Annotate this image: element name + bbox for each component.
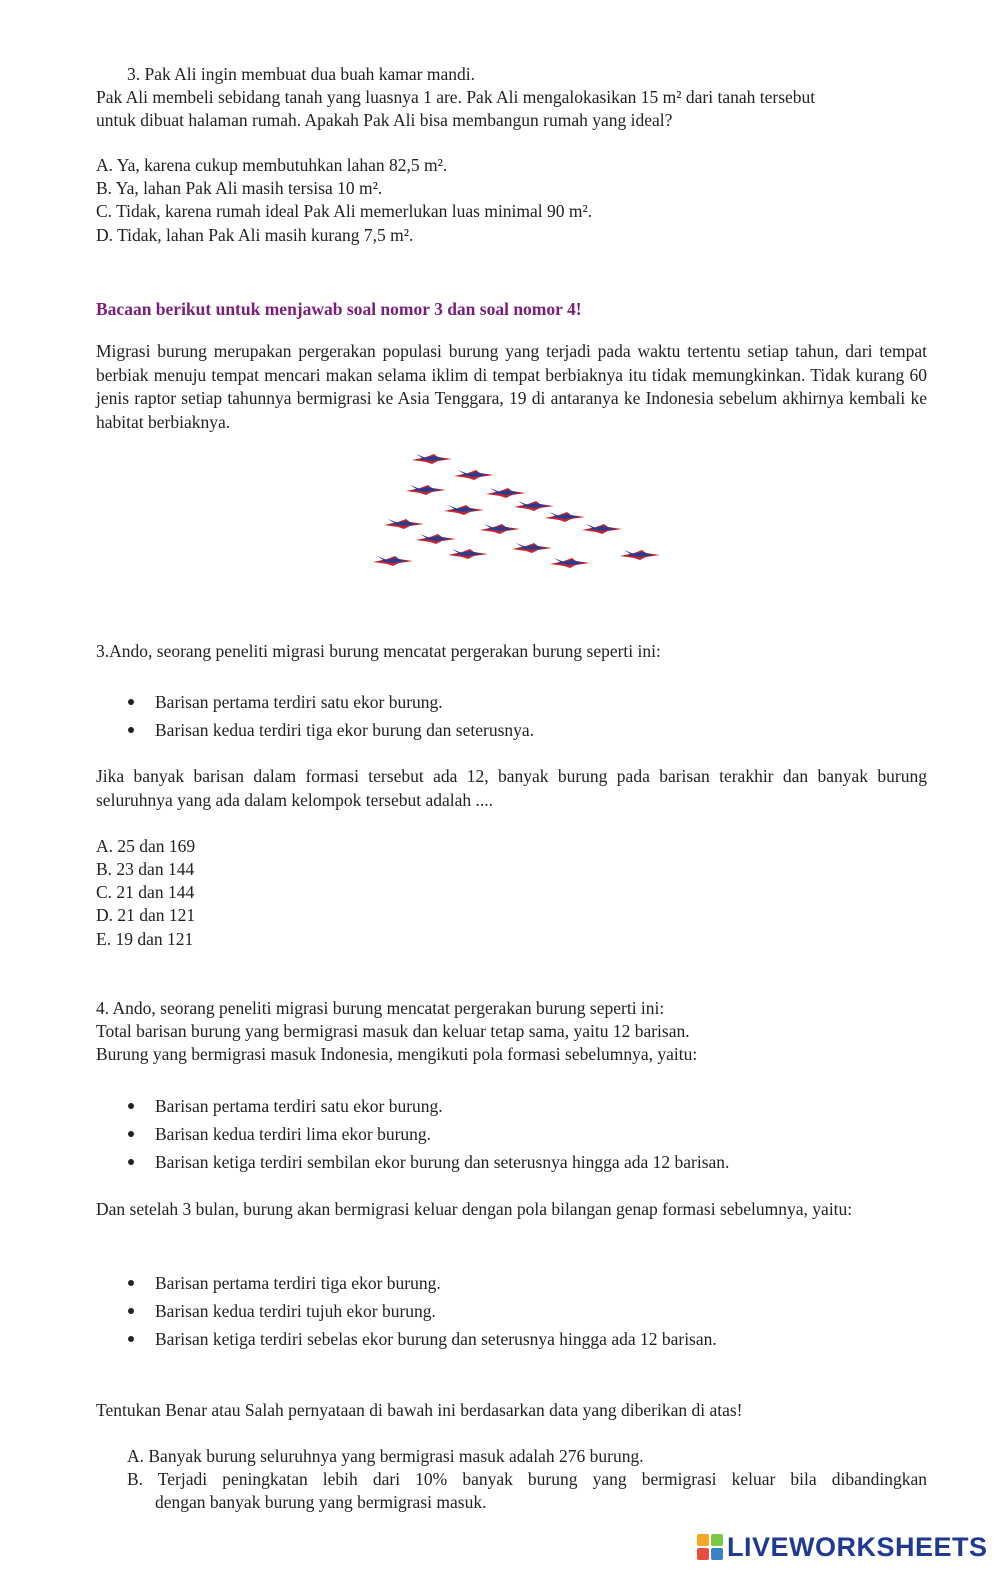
q3a-title: 3. Pak Ali ingin membuat dua buah kamar mandi. [127, 64, 475, 84]
q3b-option-c: C. 21 dan 144 [96, 882, 195, 902]
q4-in-bullet-1: Barisan pertama terdiri satu ekor burung. [128, 1095, 443, 1117]
q4-line2: Total barisan burung yang bermigrasi masuk dan keluar tetap sama, yaitu 12 barisan. [96, 1021, 690, 1041]
bird-4 [486, 488, 526, 498]
liveworksheets-logo[interactable] [697, 1530, 988, 1564]
bird-2 [454, 470, 494, 480]
q4-statement-b-line1: B. Terjadi peningkatan lebih dari 10% banyak burung yang bermigrasi keluar bila dibandingkan [127, 1469, 927, 1489]
q3a-text-line2: untuk dibuat halaman rumah. Apakah Pak Ali bisa membangun rumah yang ideal? [96, 110, 673, 130]
q3b-bullet-1: Barisan pertama terdiri satu ekor burung. [128, 691, 443, 713]
bird-16 [550, 558, 590, 568]
q3b-bullet-2: Barisan kedua terdiri tiga ekor burung dan seterusnya. [128, 719, 534, 741]
reading-heading: Bacaan berikut untuk menjawab soal nomor 3 dan soal nomor 4! [96, 299, 582, 319]
q3b-option-a: A. 25 dan 169 [96, 836, 196, 856]
logo-square-2 [711, 1534, 723, 1546]
bird-8 [384, 519, 424, 529]
birds-formation-image [360, 448, 670, 578]
logo-square-3 [697, 1548, 709, 1560]
bird-13 [448, 549, 488, 559]
bird-15 [373, 556, 413, 566]
q3b-option-b: B. 23 dan 144 [96, 859, 195, 879]
bird-14 [620, 550, 660, 560]
logo-square-1 [697, 1534, 709, 1546]
q3b-option-d: D. 21 dan 121 [96, 905, 196, 925]
q3b-option-e: E. 19 dan 121 [96, 929, 194, 949]
logo-grid-icon [697, 1534, 723, 1560]
q4-out-intro: Dan setelah 3 bulan, burung akan bermigrasi keluar dengan pola bilangan genap formasi sebelumnya, yaitu: [96, 1199, 853, 1219]
q4-line3: Burung yang bermigrasi masuk Indonesia, mengikuti pola formasi sebelumnya, yaitu: [96, 1044, 698, 1064]
q4-in-bullet-2: Barisan kedua terdiri lima ekor burung. [128, 1123, 431, 1145]
bird-10 [582, 524, 622, 534]
bird-7 [545, 512, 585, 522]
bird-12 [512, 543, 552, 553]
q3a-option-a: A. Ya, karena cukup membutuhkan lahan 82,5 m². [96, 155, 448, 175]
bird-1 [412, 454, 452, 464]
bird-6 [514, 501, 554, 511]
bird-5 [444, 505, 484, 515]
q3a-option-c: C. Tidak, karena rumah ideal Pak Ali memerlukan luas minimal 90 m². [96, 201, 593, 221]
q4-statement-b-line2: dengan banyak burung yang bermigrasi masuk. [155, 1492, 487, 1512]
logo-square-4 [711, 1548, 723, 1560]
bird-9 [480, 524, 520, 534]
q4-out-bullet-1: Barisan pertama terdiri tiga ekor burung. [128, 1272, 441, 1294]
q4-in-bullet-3: Barisan ketiga terdiri sembilan ekor burung dan seterusnya hingga ada 12 barisan. [128, 1151, 729, 1173]
q3b-question: Jika banyak barisan dalam formasi tersebut ada 12, banyak burung pada barisan terakhir dan banyak burung seluruhnya yang ada dalam kelompok tersebut adalah .... [96, 766, 927, 810]
logo-text: LIVEWORKSHEETS [727, 1531, 988, 1562]
q3a-option-d: D. Tidak, lahan Pak Ali masih kurang 7,5 m². [96, 225, 414, 245]
q3a-text-line1: Pak Ali membeli sebidang tanah yang luasnya 1 are. Pak Ali mengalokasikan 15 m² dari tanah tersebut [96, 87, 816, 107]
q4-out-bullet-3: Barisan ketiga terdiri sebelas ekor burung dan seterusnya hingga ada 12 barisan. [128, 1328, 717, 1350]
bird-3 [406, 485, 446, 495]
q4-out-bullet-2: Barisan kedua terdiri tujuh ekor burung. [128, 1300, 436, 1322]
q4-line1: 4. Ando, seorang peneliti migrasi burung mencatat pergerakan burung seperti ini: [96, 998, 665, 1018]
bird-11 [416, 534, 456, 544]
q4-statement-a: A. Banyak burung seluruhnya yang bermigrasi masuk adalah 276 burung. [127, 1446, 644, 1466]
reading-paragraph: Migrasi burung merupakan pergerakan populasi burung yang terjadi pada waktu tertentu setiap tahun, dari tempat berbiak menuju tempat mencari makan selama iklim di tempat berbiaknya itu tidak memungkinkan. Tidak kurang 60 jenis raptor setiap tahunnya bermigrasi ke Asia Tenggara, 19 di antaranya ke Indonesia sebelum akhirnya kembali ke habitat berbiaknya. [96, 341, 927, 432]
q3a-option-b: B. Ya, lahan Pak Ali masih tersisa 10 m². [96, 178, 383, 198]
q3b-intro: 3.Ando, seorang peneliti migrasi burung mencatat pergerakan burung seperti ini: [96, 641, 661, 661]
q4-instruction: Tentukan Benar atau Salah pernyataan di bawah ini berdasarkan data yang diberikan di atas! [96, 1400, 743, 1420]
